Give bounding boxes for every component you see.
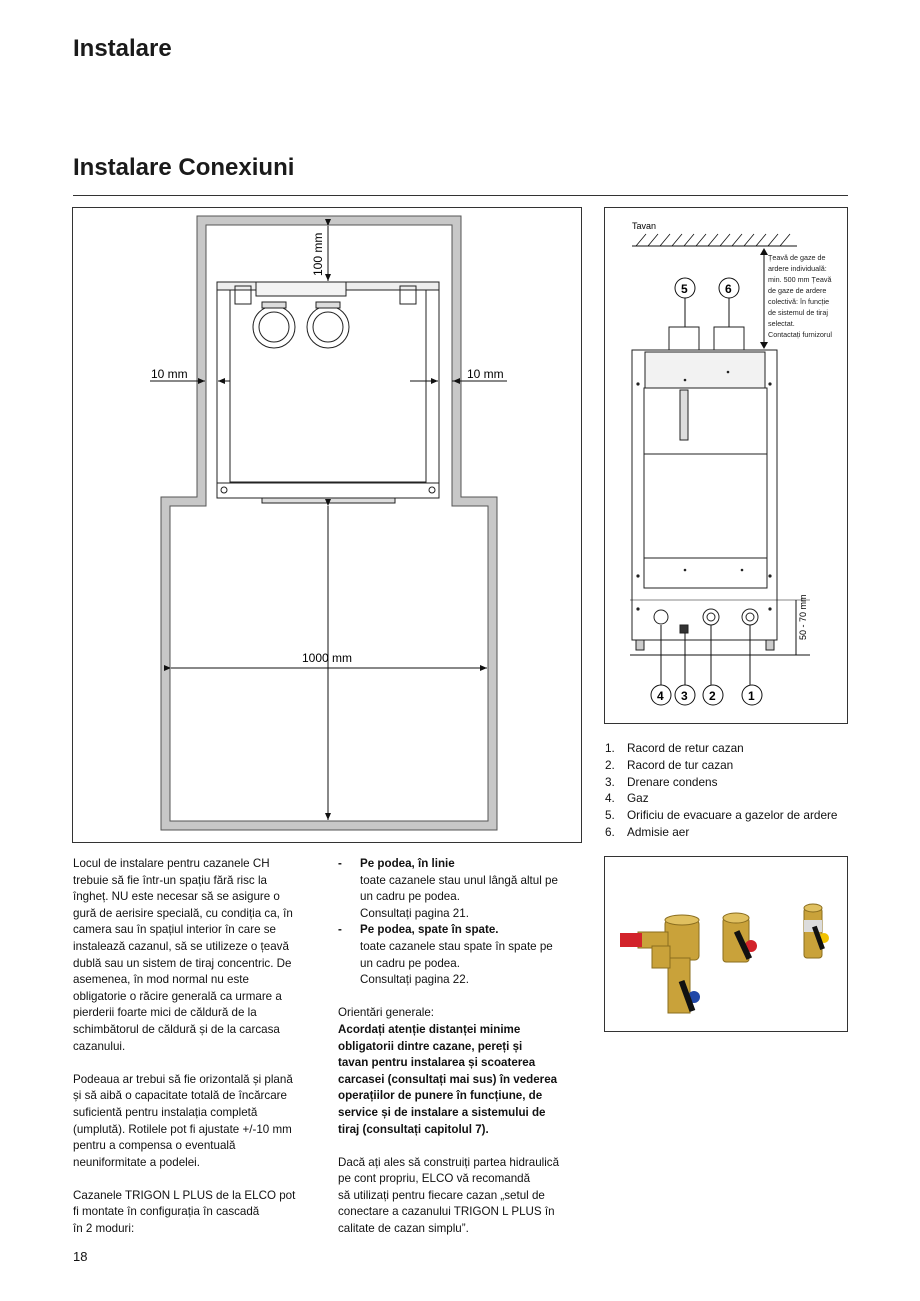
svg-text:min. 500 mm Țeavă: min. 500 mm Țeavă [768, 275, 832, 284]
legend-item: 2. Racord de tur cazan [605, 757, 734, 772]
section-title: Instalare [73, 35, 172, 62]
ceiling-label: Tavan [632, 221, 657, 231]
right-gap-label: 10 mm [467, 367, 504, 381]
ball-valve-red [723, 913, 757, 962]
paragraph-cascade: Cazanele TRIGON L PLUS de la ELCO pot fi montate în configurația în cascadă în 2 moduri: [73, 1188, 296, 1236]
paragraph-installation-location: Locul de instalare pentru cazanele CH trebuie să fie într-un spațiu fără risc la îngheț. NU este necesar să se asigure o gură de aerisire specială, cu condiția ca, în camera sau în spațiul interior în care se instalează cazanul, să se utilizeze o țeavă dublă sau un sistem de tiraj concentric. De asemenea, în mod normal nu este obligatorie o răcire generală ca urmare a pierderii foarte mici de căldură de la schimbătorul de căldură și de la carcasa cazanului. [73, 857, 293, 1053]
connections-legend [605, 740, 855, 841]
legend-item: 5. Orificiu de evacuare a gazelor de ardere [605, 808, 838, 823]
left-gap-label: 10 mm [151, 367, 188, 381]
paragraph-floor: Podeaua ar trebui să fie orizontală și plană și să aibă o capacitate totală de încărcare suficientă pentru instalația completă (umplută). Rotilele pot fi ajustate +/-10 mm pentru a compensa o eventuală neuniformitate a podelei. [73, 1072, 293, 1169]
svg-text:5: 5 [681, 282, 688, 296]
list-item: - Pe podea, spate în spate. toate cazanele stau spate în spate pe un cadru pe podea. Consultați pagina 22. [338, 923, 553, 987]
legend-item: 4. Gaz [605, 791, 649, 806]
front-gap-label: 1000 mm [302, 651, 353, 665]
svg-text:colectivă: în funcție: colectivă: în funcție [768, 297, 830, 306]
orientation-label: Orientări generale: [338, 1006, 435, 1020]
legend-item: 3. Drenare condens [605, 774, 718, 789]
svg-text:selectat.: selectat. [768, 319, 795, 328]
top-gap-label: 100 mm [311, 232, 325, 276]
left-text-column [73, 856, 323, 1238]
svg-text:2: 2 [709, 689, 716, 703]
valve-assembly-large [620, 915, 700, 1013]
valve-kit-drawing [605, 857, 847, 1031]
svg-text:Contactați furnizorul: Contactați furnizorul [768, 330, 832, 339]
paragraph-hydraulics: Dacă ați ales să construiți partea hidraulică pe cont propriu, ELCO vă recomandă să utilizați pentru fiecare cazan „setul de conectare a cazanului TRIGON L PLUS în calitate de cazan simplu”. [338, 1155, 560, 1236]
height-range-label: 50 - 70 mm [798, 594, 808, 640]
paragraph-clearance-note: Acordați atenție distanței minime obligatorii dintre cazane, pereți și tavan pentru instalarea și scoaterea carcasei (consultați mai sus) în vederea operațiilor de punere în funcțiune, de service și de instalare a sistemului de tiraj (consultați capitolul 7). [338, 1022, 558, 1136]
page-number: 18 [73, 1249, 88, 1264]
svg-text:3: 3 [681, 689, 688, 703]
ball-valve-yellow [804, 904, 829, 958]
svg-text:de gaze de ardere: de gaze de ardere [768, 286, 827, 295]
right-text-column [338, 856, 588, 1238]
connections-drawing [605, 208, 847, 723]
flue-note [768, 253, 832, 339]
boiler-top-view [217, 282, 439, 503]
svg-text:6: 6 [725, 282, 732, 296]
svg-text:1: 1 [748, 689, 755, 703]
svg-text:ardere individuală:: ardere individuală: [768, 264, 827, 273]
list-item: - Pe podea, în linie toate cazanele stau unul lângă altul pe un cadru pe podea. Consultați pagina 21. [338, 857, 558, 920]
svg-text:Țeavă de gaze de: Țeavă de gaze de [768, 253, 826, 262]
legend-item: 1. Racord de retur cazan [605, 741, 744, 755]
boiler-front-view [632, 327, 777, 650]
svg-text:de sistemul de tiraj: de sistemul de tiraj [768, 308, 828, 317]
title-rule [73, 195, 848, 196]
connections-diagram [604, 207, 848, 724]
clearance-diagram [72, 207, 582, 843]
legend-item: 6. Admisie aer [605, 824, 690, 839]
subsection-title: Instalare Conexiuni [73, 154, 295, 181]
valve-kit-image [604, 856, 848, 1032]
clearance-drawing [73, 208, 581, 842]
svg-text:4: 4 [657, 689, 664, 703]
